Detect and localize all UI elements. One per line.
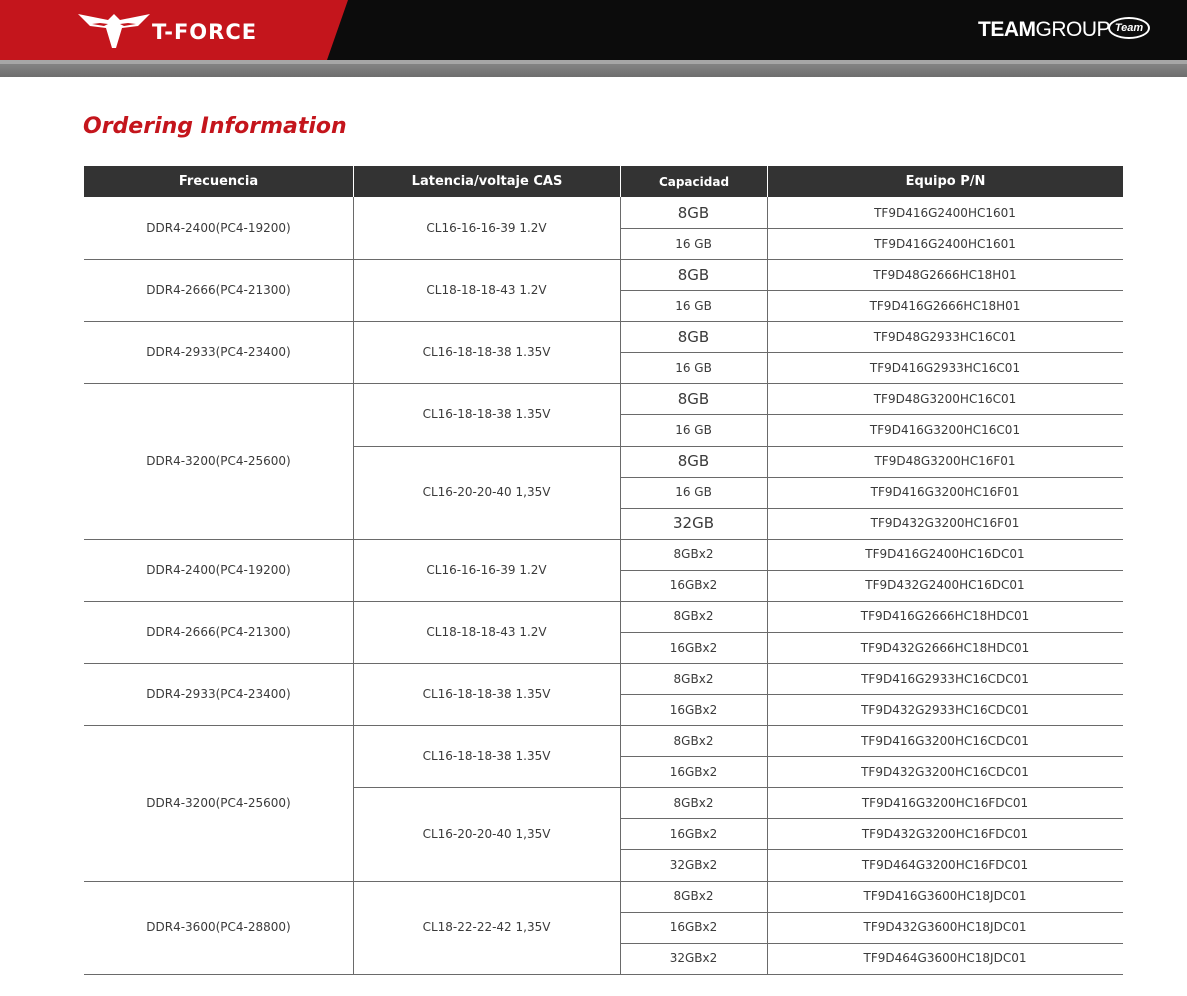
cas-latency-cell-text: CL16-20-20-40 1,35V [422,485,551,500]
capacity-cell-text: 32GBx2 [669,858,718,872]
part-number-cell [767,259,1123,290]
part-number-cell-text: TF9D432G2666HC18HDC01 [860,640,1030,655]
company-logo-light: GROUP [1035,18,1111,41]
page-title: Ordering Information [83,114,347,139]
capacity-cell-text: 8GB [677,265,710,284]
column-divider [767,197,768,974]
part-number-cell-text: TF9D48G2933HC16C01 [873,329,1017,344]
capacity-cell-text: 16 GB [675,360,712,375]
cas-latency-cell-text: CL16-18-18-38 1.35V [422,749,551,764]
frequency-cell [84,321,353,383]
part-number-cell [767,321,1123,352]
part-number-cell [767,881,1123,912]
frequency-cell-text: DDR4-2400(PC4-19200) [146,562,291,577]
tforce-logo-icon [78,12,150,50]
capacity-cell [620,725,767,756]
part-number-cell [767,477,1123,508]
cas-latency-cell [353,539,620,601]
capacity-cell [620,943,767,974]
header-frequency-text: Frecuencia [178,174,259,189]
capacity-cell [620,912,767,943]
frequency-cell [84,881,353,974]
frequency-cell [84,383,353,538]
part-number-cell-text: TF9D432G3600HC18JDC01 [863,920,1027,935]
capacity-cell [620,694,767,725]
part-number-cell [767,539,1123,570]
capacity-cell [620,881,767,912]
part-number-cell [767,508,1123,539]
column-divider [620,197,621,974]
capacity-cell-text: 8GB [677,389,710,408]
capacity-cell-text: 16GBx2 [669,920,718,935]
cas-latency-cell [353,881,620,974]
part-number-cell-text: TF9D416G3200HC16C01 [869,423,1021,438]
capacity-cell-text: 8GBx2 [673,609,714,624]
frequency-cell-text: DDR4-3600(PC4-28800) [146,920,291,935]
part-number-cell [767,725,1123,756]
cas-latency-cell-text: CL16-18-18-38 1.35V [422,345,551,360]
capacity-cell-text: 16GBx2 [669,764,718,779]
capacity-cell [620,632,767,663]
capacity-cell [620,539,767,570]
cas-latency-cell [353,197,620,259]
cas-latency-cell [353,321,620,383]
frequency-cell-text: DDR4-2933(PC4-23400) [146,345,291,360]
part-number-cell-text: TF9D416G2933HC16CDC01 [861,671,1029,686]
brand-name: T-FORCE [152,20,258,44]
part-number-cell [767,632,1123,663]
capacity-cell-text: 32GB [672,514,714,533]
capacity-cell-text: 16GBx2 [669,702,718,717]
cas-latency-cell-text: CL16-20-20-40 1,35V [422,826,551,841]
capacity-cell-text: 16 GB [675,485,712,500]
part-number-cell [767,197,1123,228]
frequency-cell-text: DDR4-2400(PC4-19200) [146,221,291,236]
frequency-cell-text: DDR4-3200(PC4-25600) [146,795,291,810]
capacity-cell-text: 16GBx2 [669,640,718,655]
cas-latency-cell-text: CL16-18-18-38 1.35V [422,407,551,422]
frequency-cell-text: DDR4-3200(PC4-25600) [146,454,291,469]
group-divider [84,974,1123,975]
capacity-cell [620,756,767,787]
part-number-cell-text: TF9D432G3200HC16F01 [870,516,1020,531]
part-number-cell [767,228,1123,259]
capacity-cell [620,818,767,849]
capacity-cell-text: 8GBx2 [673,671,714,686]
capacity-cell-text: 8GBx2 [673,733,714,748]
capacity-cell-text: 8GBx2 [673,547,714,562]
cas-latency-cell-text: CL16-18-18-38 1.35V [422,687,551,702]
capacity-cell-text: 8GBx2 [673,889,714,904]
cas-latency-cell [353,663,620,725]
capacity-cell [620,849,767,880]
capacity-cell [620,197,767,228]
cas-latency-cell-text: CL18-18-18-43 1.2V [426,283,547,298]
frequency-cell [84,663,353,725]
capacity-cell-text: 16 GB [675,298,712,313]
header-cas-latency [354,166,620,197]
part-number-cell-text: TF9D48G2666HC18H01 [873,267,1017,282]
cas-latency-cell [353,259,620,321]
part-number-cell-text: TF9D432G3200HC16CDC01 [861,764,1029,779]
part-number-cell-text: TF9D416G3600HC18JDC01 [863,889,1027,904]
part-number-cell [767,290,1123,321]
capacity-cell-text: 8GB [677,452,710,471]
capacity-cell-text: 32GBx2 [669,951,718,966]
capacity-cell [620,259,767,290]
cas-latency-cell-text: CL16-16-16-39 1.2V [426,562,547,577]
team-badge-icon: Team [1108,17,1150,39]
frequency-cell [84,259,353,321]
cas-latency-cell-text: CL18-18-18-43 1.2V [426,624,547,639]
frequency-cell-text: DDR4-2666(PC4-21300) [146,624,291,639]
capacity-cell-text: 16GBx2 [669,578,718,593]
header-capacity-text: Capacidad [658,174,730,189]
frequency-cell [84,725,353,880]
cas-latency-cell [353,383,620,445]
part-number-cell [767,570,1123,601]
capacity-cell [620,570,767,601]
company-logo-bold: TEAM [978,18,1036,41]
column-divider [353,197,354,974]
part-number-cell [767,446,1123,477]
cas-latency-cell [353,446,620,539]
part-number-cell [767,414,1123,445]
part-number-cell-text: TF9D432G3200HC16FDC01 [861,826,1029,841]
part-number-cell [767,943,1123,974]
cas-latency-cell [353,787,620,880]
part-number-cell-text: TF9D416G2933HC16C01 [869,360,1021,375]
part-number-cell-text: TF9D48G3200HC16F01 [874,454,1016,469]
part-number-cell-text: TF9D416G3200HC16F01 [870,485,1020,500]
capacity-cell-text: 16 GB [675,423,712,438]
part-number-cell [767,849,1123,880]
header-capacity [621,166,767,197]
header-cas-latency-text: Latencia/voltaje CAS [411,174,563,189]
header-part-number [768,166,1123,197]
capacity-cell [620,508,767,539]
capacity-cell [620,787,767,818]
cas-latency-cell-text: CL18-22-22-42 1,35V [422,920,551,935]
header-frequency [84,166,353,197]
part-number-cell [767,663,1123,694]
part-number-cell [767,694,1123,725]
capacity-cell [620,601,767,632]
capacity-cell [620,321,767,352]
cas-latency-cell-text: CL16-16-16-39 1.2V [426,221,547,236]
capacity-cell [620,383,767,414]
part-number-cell [767,818,1123,849]
capacity-cell [620,446,767,477]
part-number-cell-text: TF9D464G3600HC18JDC01 [863,951,1027,966]
capacity-cell-text: 8GB [677,327,710,346]
part-number-cell [767,787,1123,818]
part-number-cell [767,601,1123,632]
cas-latency-cell [353,725,620,787]
part-number-cell-text: TF9D48G3200HC16C01 [873,391,1017,406]
part-number-cell-text: TF9D416G2666HC18H01 [869,298,1021,313]
part-number-cell [767,352,1123,383]
part-number-cell-text: TF9D416G3200HC16CDC01 [861,733,1029,748]
part-number-cell-text: TF9D416G2400HC16DC01 [865,547,1025,562]
capacity-cell [620,477,767,508]
part-number-cell-text: TF9D416G2400HC1601 [874,205,1016,220]
capacity-cell-text: 8GBx2 [673,795,714,810]
part-number-cell-text: TF9D432G2400HC16DC01 [865,578,1025,593]
capacity-cell-text: 16 GB [675,236,712,251]
capacity-cell-text: 8GB [677,203,710,222]
part-number-cell [767,383,1123,414]
capacity-cell [620,414,767,445]
part-number-cell [767,912,1123,943]
ordering-table [84,166,1123,977]
part-number-cell [767,756,1123,787]
frequency-cell [84,539,353,601]
frequency-cell-text: DDR4-2933(PC4-23400) [146,687,291,702]
part-number-cell-text: TF9D416G2400HC1601 [874,236,1016,251]
cas-latency-cell [353,601,620,663]
capacity-cell [620,290,767,321]
banner-stripe-highlight [0,60,1187,64]
frequency-cell [84,197,353,259]
part-number-cell-text: TF9D464G3200HC16FDC01 [861,858,1029,872]
company-logo [978,18,1110,42]
frequency-cell-text: DDR4-2666(PC4-21300) [146,283,291,298]
part-number-cell-text: TF9D432G2933HC16CDC01 [861,702,1029,717]
part-number-cell-text: TF9D416G3200HC16FDC01 [861,795,1029,810]
capacity-cell [620,228,767,259]
frequency-cell [84,601,353,663]
header-part-number-text: Equipo P/N [905,174,986,189]
capacity-cell-text: 16GBx2 [669,826,718,841]
capacity-cell [620,663,767,694]
part-number-cell-text: TF9D416G2666HC18HDC01 [860,609,1030,624]
capacity-cell [620,352,767,383]
